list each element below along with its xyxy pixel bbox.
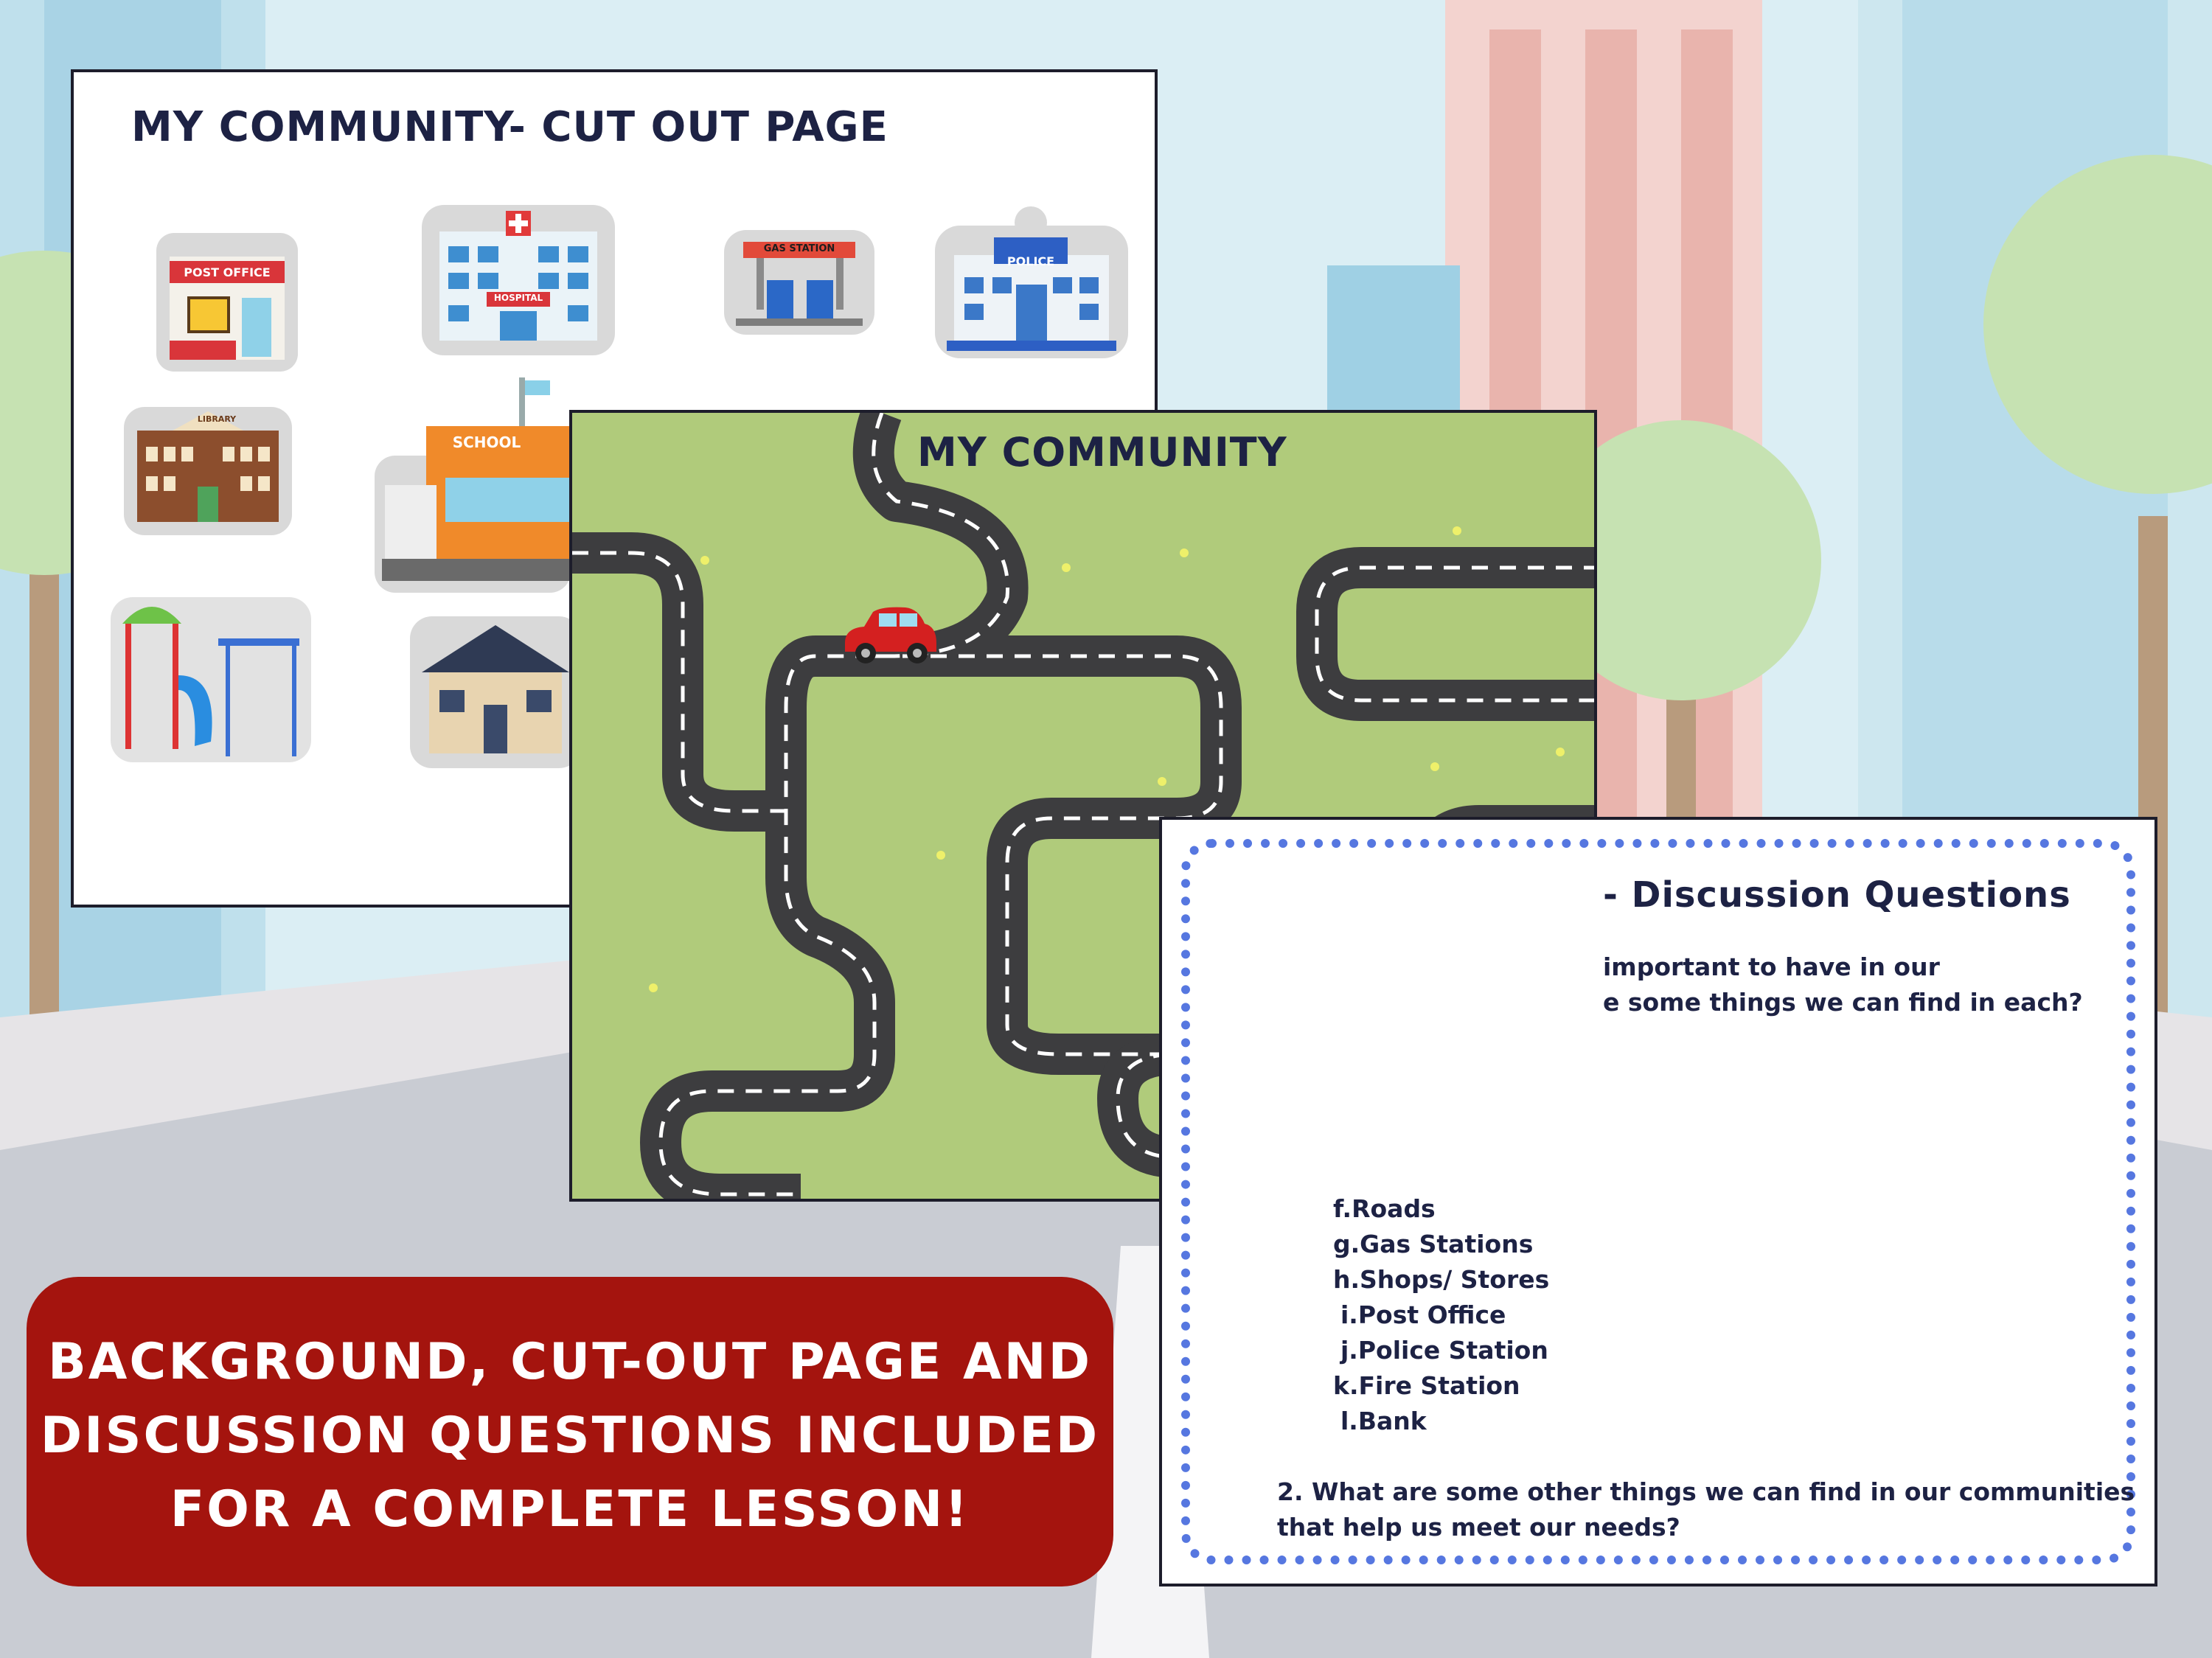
discussion-questions-title: - Discussion Questions: [1603, 874, 2071, 916]
promo-banner: [27, 1277, 1113, 1586]
hospital-sticker-icon: [419, 202, 618, 358]
community-places-list: [1333, 1191, 1549, 1439]
list-item: h.Shops/ Stores: [1333, 1265, 1550, 1294]
dotted-frame: [1181, 839, 2135, 1564]
playground-sticker-icon: [108, 594, 314, 765]
house-sticker-icon: [407, 613, 584, 771]
list-item: g.Gas Stations: [1333, 1230, 1534, 1258]
question-2-text: [1277, 1474, 2135, 1545]
banner-text: [27, 1326, 1113, 1547]
police-label: POLICE: [1006, 254, 1055, 268]
library-sticker-icon: [121, 404, 295, 538]
question-2-line-2: that help us meet our needs?: [1277, 1513, 1680, 1542]
banner-line-2: DISCUSSION QUESTIONS INCLUDED: [40, 1407, 1100, 1465]
gas-station-label: GAS STATION: [763, 243, 835, 254]
question-1-text: [1603, 950, 2083, 1020]
list-item: l.Bank: [1340, 1407, 1427, 1435]
library-label: LIBRARY: [197, 414, 237, 424]
police-station-sticker-icon: [932, 203, 1131, 361]
hospital-label: HOSPITAL: [493, 293, 543, 303]
cutout-page-title: MY COMMUNITY- CUT OUT PAGE: [131, 103, 888, 151]
discussion-questions-page: [1159, 817, 2157, 1586]
question-2-line-1: 2. What are some other things we can find in our communities: [1277, 1477, 2135, 1506]
banner-line-3: FOR A COMPLETE LESSON!: [170, 1480, 970, 1539]
post-office-label: POST OFFICE: [184, 265, 271, 279]
list-item: j.Police Station: [1340, 1336, 1548, 1365]
map-page-title: MY COMMUNITY: [917, 429, 1287, 476]
banner-line-1: BACKGROUND, CUT-OUT PAGE AND: [47, 1333, 1093, 1391]
list-item: k.Fire Station: [1333, 1371, 1520, 1400]
list-item: f.Roads: [1333, 1194, 1436, 1223]
red-car-icon: [838, 606, 939, 665]
school-sticker-icon: [372, 375, 574, 596]
list-item: i.Post Office: [1340, 1300, 1506, 1329]
question-1-line-1: important to have in our: [1603, 952, 1940, 981]
question-1-line-2: e some things we can find in each?: [1603, 988, 2083, 1017]
school-label: SCHOOL: [452, 433, 521, 451]
post-office-sticker-icon: [153, 230, 301, 375]
